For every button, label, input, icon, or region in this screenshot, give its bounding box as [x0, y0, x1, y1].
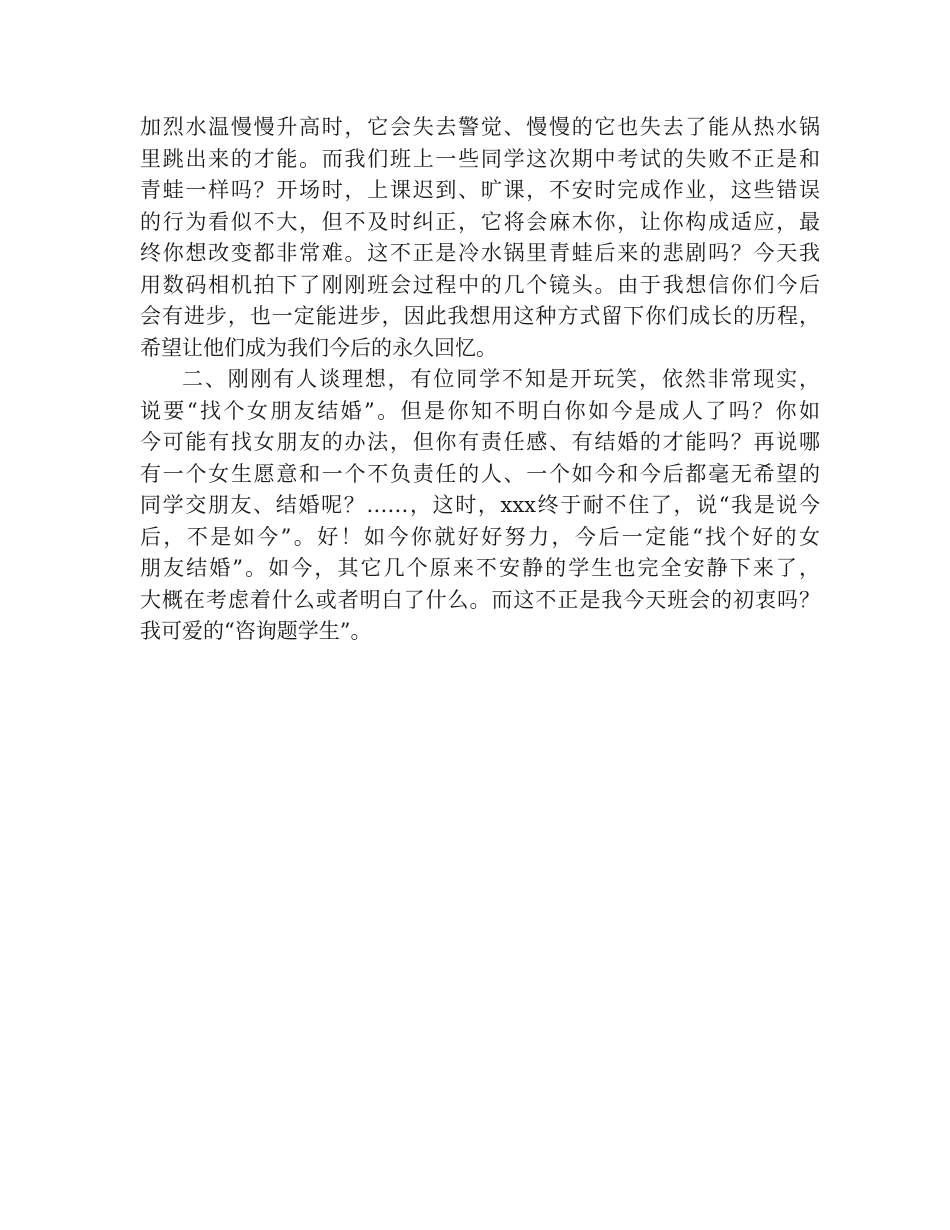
text-line: 有一个女生愿意和一个不负责任的人、一个如今和今后都毫无希望的	[140, 461, 820, 486]
text-line: 的行为看似不大，但不及时纠正，它将会麻木你，让你构成适应，最	[140, 209, 820, 234]
text-line: 里跳出来的才能。而我们班上一些同学这次期中考试的失败不正是和	[140, 146, 820, 171]
text-line: 青蛙一样吗？开场时，上课迟到、旷课，不安时完成作业，这些错误	[140, 178, 820, 202]
paragraph-2	[140, 364, 820, 648]
text-line: 今可能有找女朋友的办法，但你有责任感、有结婚的才能吗？再说哪	[140, 430, 820, 454]
text-line: 我可爱的“咨询题学生”。	[140, 619, 372, 643]
text-line: 说要“找个女朋友结婚”。但是你知不明白你如今是成人了吗？你如	[140, 398, 820, 423]
paragraph-1	[140, 112, 820, 364]
text-line: 二、刚刚有人谈理想，有位同学不知是开玩笑，依然非常现实，	[182, 367, 820, 391]
text-line: 加烈水温慢慢升高时，它会失去警觉、慢慢的它也失去了能从热水锅	[140, 115, 820, 139]
text-line: 用数码相机拍下了刚刚班会过程中的几个镜头。由于我想信你们今后	[140, 272, 820, 297]
text-line: 朋友结婚”。如今，其它几个原来不安静的学生也完全安静下来了，	[140, 556, 820, 580]
text-line: 希望让他们成为我们今后的永久回忆。	[140, 335, 497, 360]
text-line: 大概在考虑着什么或者明白了什么。而这不正是我今天班会的初衷吗？	[140, 587, 820, 612]
text-line: 同学交朋友、结婚呢？……，这时，xxx终于耐不住了，说“我是说今	[140, 493, 820, 517]
text-line: 终你想改变都非常难。这不正是冷水锅里青蛙后来的悲剧吗？今天我	[140, 241, 820, 265]
text-line: 会有进步，也一定能进步，因此我想用这种方式留下你们成长的历程，	[140, 304, 820, 328]
document-body	[140, 112, 820, 648]
text-line: 后，不是如今”。好！如今你就好好努力，今后一定能“找个好的女	[140, 524, 820, 549]
